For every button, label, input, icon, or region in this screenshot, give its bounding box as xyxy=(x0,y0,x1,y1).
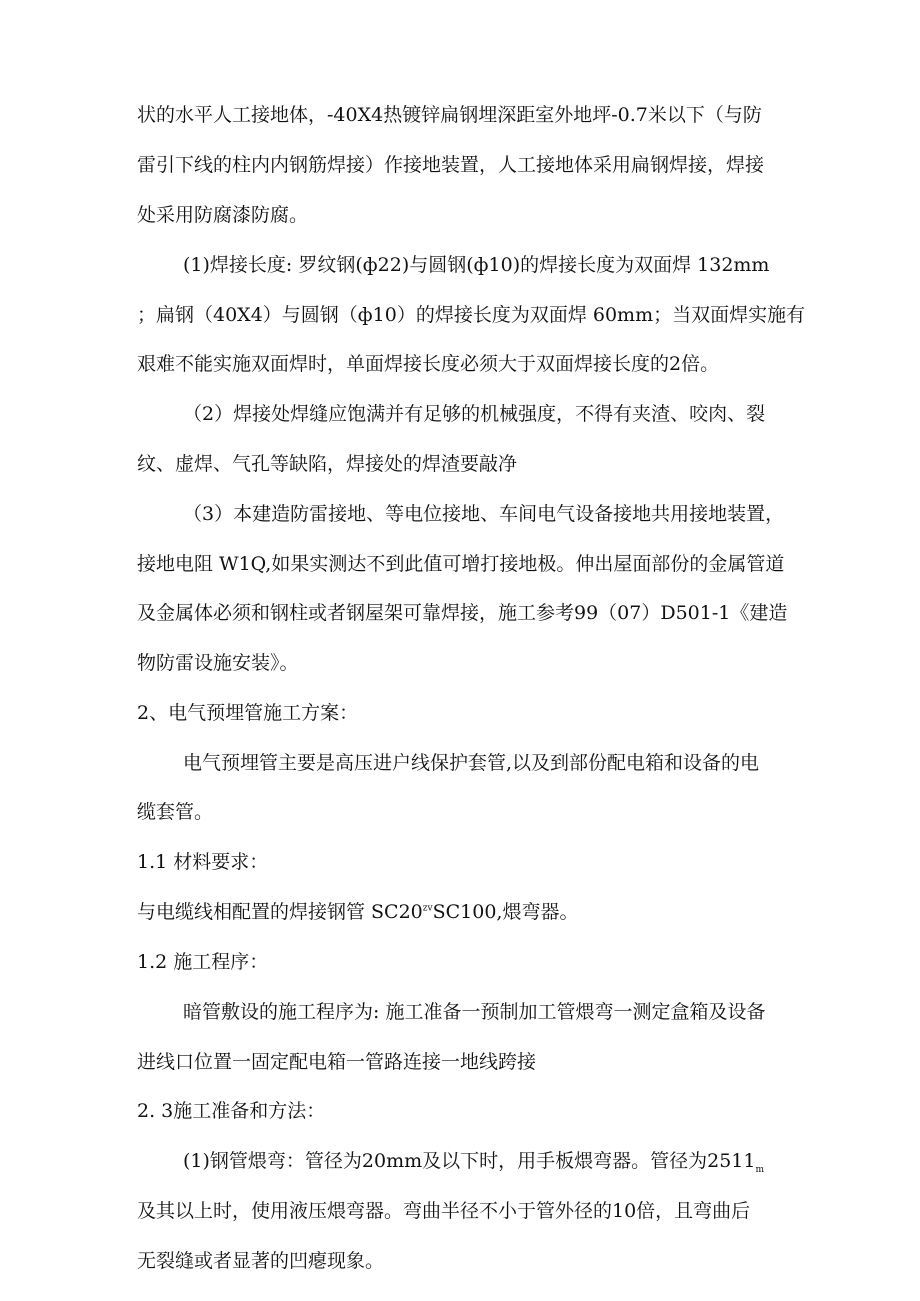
section-heading: 2、电气预埋管施工方案： xyxy=(137,702,359,724)
material-text-superscript: zv xyxy=(422,903,433,914)
subsection-heading: 2. 3施工准备和方法： xyxy=(137,1100,326,1122)
pipe-bending-text: (1)钢管煨弯：管径为20mm及以下时，用手板煨弯器。管径为2511 xyxy=(183,1150,756,1172)
paragraph-line: （3）本建造防雷接地、等电位接地、车间电气设备接地共用接地装置， xyxy=(183,503,785,525)
paragraph-line: 及金属体必须和钢柱或者钢屋架可靠焊接，施工参考99（07）D501-1《建造 xyxy=(137,602,788,624)
paragraph-line: （2）焊接处焊缝应饱满并有足够的机械强度，不得有夹渣、咬肉、裂 xyxy=(183,403,766,425)
paragraph-line: 物防雷设施安装》。 xyxy=(137,652,299,674)
paragraph-line: (1)焊接长度: 罗纹钢(ф22)与圆钢(ф10)的焊接长度为双面焊 132mm xyxy=(183,254,770,276)
paragraph-line: 进线口位置一固定配电箱一管路连接一地线跨接 xyxy=(137,1051,537,1073)
paragraph-line: 纹、虚焊、气孔等缺陷，焊接处的焊渣要敲净 xyxy=(137,453,518,475)
paragraph-line: 暗管敷设的施工程序为: 施工准备一预制加工管煨弯一测定盒箱及设备 xyxy=(183,1001,766,1023)
paragraph-line: 电气预埋管主要是高压进户线保护套管,以及到部份配电箱和设备的电 xyxy=(183,752,760,774)
material-text-before: 与电缆线相配置的焊接钢管 SC20 xyxy=(137,901,423,923)
subsection-heading: 1.1 材料要求： xyxy=(137,851,269,873)
paragraph-line: ；扁钢（40X4）与圆钢（ф10）的焊接长度为双面焊 60mm；当双面焊实施有 xyxy=(137,304,806,326)
material-text-after: SC100,煨弯器。 xyxy=(432,901,579,923)
paragraph-line: 及其以上时，使用液压煨弯器。弯曲半径不小于管外径的10倍，且弯曲后 xyxy=(137,1200,751,1222)
paragraph-line: 缆套管。 xyxy=(137,801,214,823)
paragraph-line: 雷引下线的柱内内钢筋焊接）作接地装置，人工接地体采用扁钢焊接，焊接 xyxy=(137,154,765,176)
paragraph-line: 处采用防腐漆防腐。 xyxy=(137,204,309,226)
paragraph-line xyxy=(183,1149,764,1173)
paragraph-line: 状的水平人工接地体，-40X4热镀锌扁钢埋深距室外地坪-0.7米以下（与防 xyxy=(137,104,762,126)
subsection-heading: 1.2 施工程序： xyxy=(137,951,269,973)
pipe-unit-subscript: m xyxy=(755,1164,765,1175)
paragraph-line: 艰难不能实施双面焊时，单面焊接长度必须大于双面焊接长度的2倍。 xyxy=(137,353,720,375)
material-line xyxy=(137,900,578,924)
paragraph-line: 接地电阻 W1Q,如果实测达不到此值可增打接地极。伸出屋面部份的金属管道 xyxy=(137,553,785,575)
paragraph-line: 无裂缝或者显著的凹瘪现象。 xyxy=(137,1250,385,1272)
